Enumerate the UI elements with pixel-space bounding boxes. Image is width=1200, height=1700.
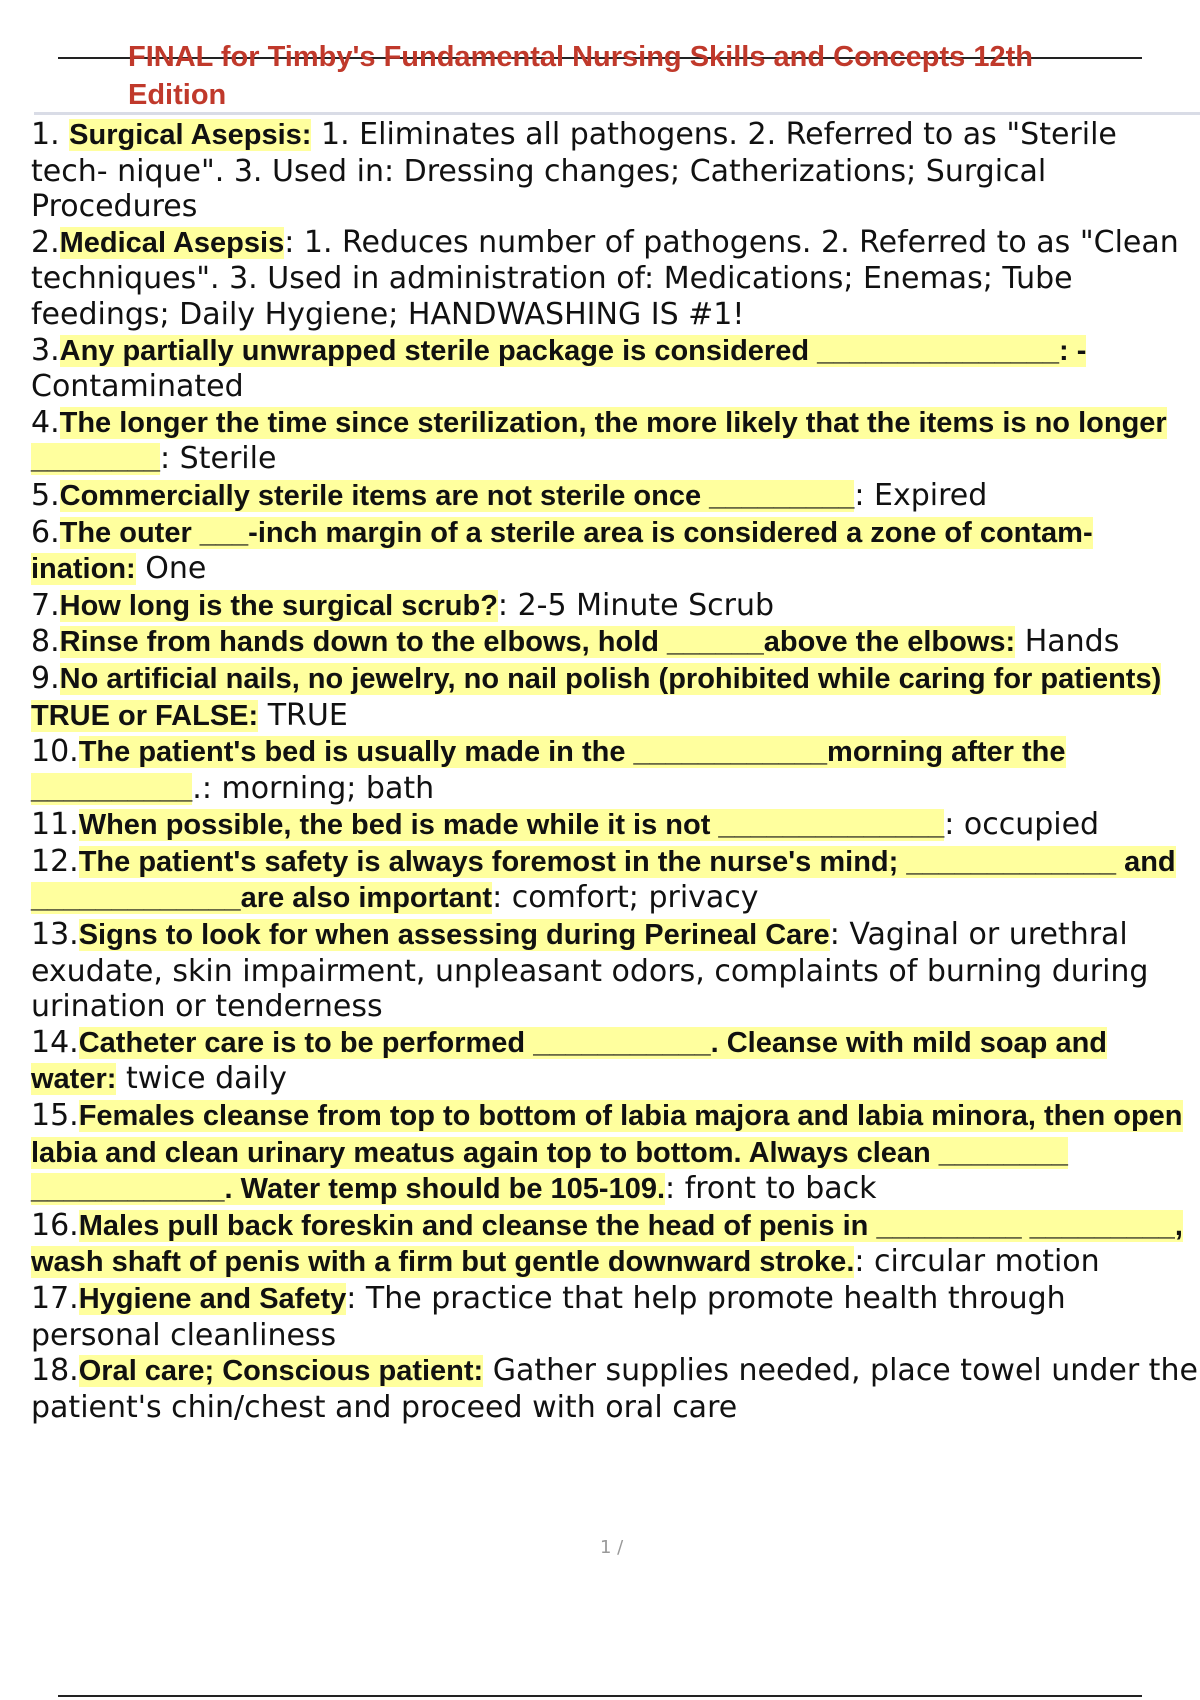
item-answer: Gather supplies needed, place towel under the patient's chin/chest and proceed with oral care xyxy=(31,1353,1198,1425)
item-number: 2. xyxy=(31,224,60,260)
list-item xyxy=(31,807,1200,844)
item-number: 14. xyxy=(31,1024,79,1060)
list-item xyxy=(31,624,1200,661)
list-item xyxy=(31,333,1200,405)
item-answer: : The practice that help promote health through personal cleanliness xyxy=(31,1281,1066,1353)
list-item xyxy=(31,1281,1200,1353)
item-number: 1. xyxy=(31,117,60,152)
item-question: Oral care; Conscious patient: xyxy=(78,1355,484,1388)
item-question: The longer the time since sterilization, the more likely that the items is no longer ________ xyxy=(31,406,1167,476)
list-item xyxy=(31,844,1200,917)
item-answer: twice daily xyxy=(116,1061,287,1097)
item-number: 17. xyxy=(31,1281,79,1316)
item-number: 3. xyxy=(31,332,60,368)
item-question: The patient's bed is usually made in the ____________morning after the __________ xyxy=(31,736,1066,805)
item-number: 6. xyxy=(31,514,60,550)
item-question: The patient's safety is always foremost in the nurse's mind; _____________ and _____________are also important xyxy=(31,845,1176,915)
item-question: Medical Asepsis xyxy=(59,226,285,259)
list-item xyxy=(31,478,1200,515)
list-item xyxy=(31,734,1200,807)
item-number: 9. xyxy=(31,660,60,696)
item-question: Females cleanse from top to bottom of labia majora and labia minora, then open labia and clean urinary meatus again top to bottom. Always clean ________ ____________. Water temp should be 105-109. xyxy=(31,1100,1183,1206)
list-item xyxy=(31,1025,1200,1098)
item-number: 13. xyxy=(31,917,79,953)
item-number: 4. xyxy=(31,404,60,440)
item-answer: : occupied xyxy=(944,807,1100,843)
item-answer: Contaminated xyxy=(31,369,244,405)
item-question: Catheter care is to be performed ___________. Cleanse with mild soap and water: xyxy=(31,1026,1108,1096)
item-number: 7. xyxy=(31,587,60,623)
item-question: When possible, the bed is made while it is not ______________ xyxy=(78,809,945,842)
list-item xyxy=(31,405,1200,478)
header-divider xyxy=(34,112,1200,115)
item-answer: .: morning; bath xyxy=(192,770,435,806)
item-question: Males pull back foreskin and cleanse the head of penis in _________ _________, wash shaft of penis with a firm but gentle downward stroke. xyxy=(31,1209,1183,1279)
list-item xyxy=(31,225,1200,333)
item-question: Any partially unwrapped sterile package is considered _______________: - xyxy=(59,334,1087,367)
item-question: Rinse from hands down to the elbows, hold ______above the elbows: xyxy=(59,626,1016,659)
item-answer: : Expired xyxy=(854,477,988,513)
item-answer: : 1. Reduces number of pathogens. 2. Referred to as "Clean techniques". 3. Used in administration of: Medications; Enemas; Tube feedings; Daily Hygiene; HANDWASHING IS #1! xyxy=(31,224,1179,332)
item-answer: One xyxy=(135,551,207,587)
list-item xyxy=(31,515,1200,588)
item-question: Surgical Asepsis: xyxy=(69,119,312,151)
list-item xyxy=(31,1208,1200,1281)
item-answer: : 2-5 Minute Scrub xyxy=(497,587,775,623)
item-number: 16. xyxy=(31,1207,79,1243)
item-answer: 1. Eliminates all pathogens. 2. Referred to as "Sterile tech- nique". 3. Used in: Dressing changes; Catherizations; Surgical Procedures xyxy=(31,117,1117,225)
list-item xyxy=(31,588,1200,625)
flashcard-list xyxy=(31,117,1200,1425)
item-answer: : Sterile xyxy=(160,441,277,477)
item-number: 18. xyxy=(31,1353,79,1389)
item-number: 5. xyxy=(31,477,60,513)
item-number: 12. xyxy=(31,843,79,879)
item-answer: : comfort; privacy xyxy=(492,880,759,916)
title-block xyxy=(58,38,1142,114)
item-answer: TRUE xyxy=(258,697,348,733)
page-number: 1 / xyxy=(600,1537,624,1558)
item-number: 11. xyxy=(31,807,79,843)
item-number: 15. xyxy=(31,1098,79,1134)
item-number: 10. xyxy=(31,734,79,770)
item-question: Hygiene and Safety xyxy=(78,1283,347,1315)
item-question: No artificial nails, no jewelry, no nail polish (prohibited while caring for patients) TRUE or FALSE: xyxy=(31,662,1162,732)
footer-divider xyxy=(58,1695,1142,1697)
list-item xyxy=(31,661,1200,734)
item-answer: : circular motion xyxy=(854,1244,1100,1280)
item-answer: : front to back xyxy=(665,1171,877,1207)
item-question: The outer ___-inch margin of a sterile area is considered a zone of contam- ination: xyxy=(31,516,1093,586)
item-answer: : Vaginal or urethral exudate, skin impairment, unpleasant odors, complaints of burning during urination or tenderness xyxy=(31,917,1149,1025)
list-item xyxy=(31,917,1200,1025)
item-question: How long is the surgical scrub? xyxy=(59,589,498,622)
list-item xyxy=(31,1353,1200,1425)
item-number: 8. xyxy=(31,624,60,660)
item-answer: Hands xyxy=(1015,624,1120,660)
list-item xyxy=(31,1098,1200,1208)
item-question: Signs to look for when assessing during Perineal Care xyxy=(78,919,830,952)
list-item xyxy=(31,117,1200,225)
document-title: FINAL for Timby's Fundamental Nursing Skills and Concepts 12th Edition xyxy=(128,41,1033,111)
item-question: Commercially sterile items are not sterile once _________ xyxy=(59,479,855,512)
